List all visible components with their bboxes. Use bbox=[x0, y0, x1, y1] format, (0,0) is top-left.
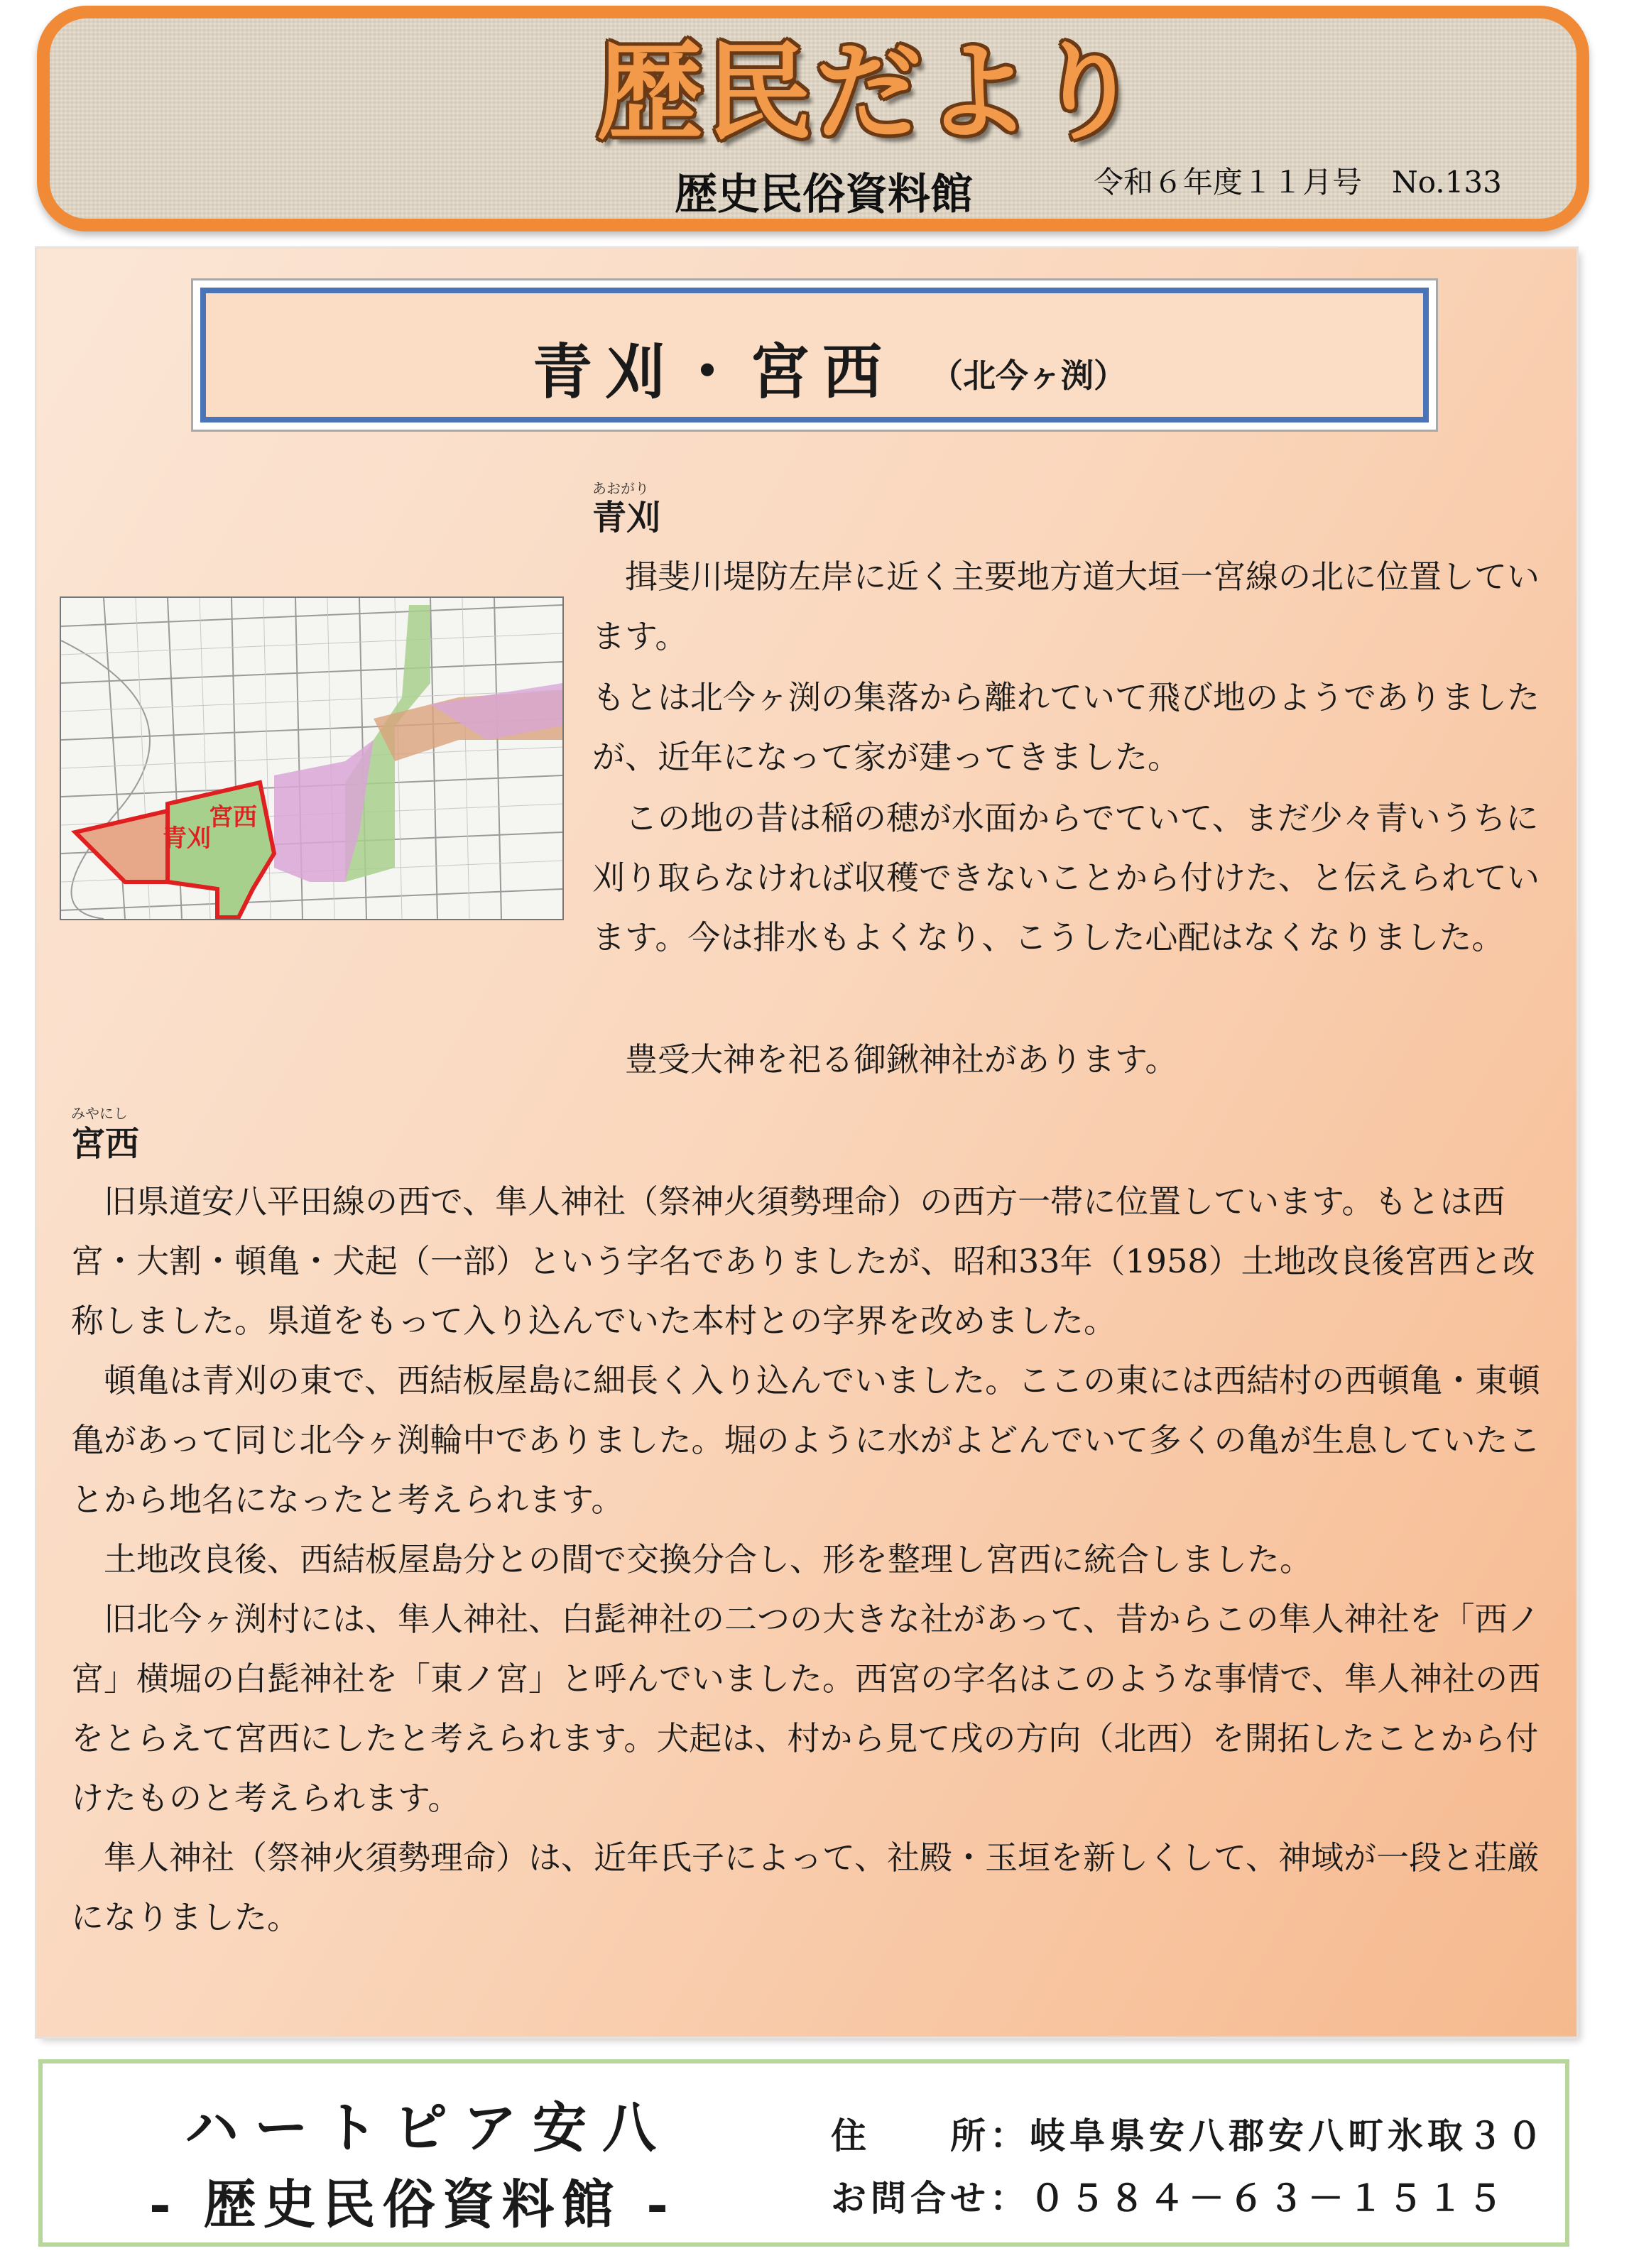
facility-phone: お問合せ：０５８４－６３－１５１５ bbox=[831, 2177, 1507, 2219]
section1-heading-ruby: あおがり bbox=[592, 480, 649, 497]
issue-number: 令和６年度１１月号 No.133 bbox=[1094, 165, 1502, 200]
section1-heading: 青刈 bbox=[592, 498, 661, 538]
article-title-box bbox=[200, 288, 1429, 422]
section1-paragraph-4: 豊受大神を祀る御鍬神社があります。 bbox=[625, 1040, 1178, 1079]
footer-contact-box bbox=[38, 2059, 1569, 2247]
section1-paragraph-1: 揖斐川堤防左岸に近く主要地方道大垣一宮線の北に位置しています。 bbox=[592, 557, 1540, 655]
article-panel bbox=[37, 249, 1576, 2037]
section1-paragraph-2: もとは北今ヶ渕の集落から離れていて飛び地のようでありましたが、近年になって家が建ってきました。 bbox=[592, 678, 1540, 776]
map-label-aogari: 青刈 bbox=[163, 824, 211, 853]
facility-name: ハートピア安八 bbox=[185, 2096, 672, 2159]
section2-heading: 宮西 bbox=[71, 1124, 140, 1164]
facility-address: 住 所：岐阜県安八郡安八町氷取３０ bbox=[831, 2115, 1547, 2157]
section1-paragraph-3: この地の昔は稲の穂が水面からでていて、まだ少々青いうちに刈り取らなければ収穫できないことから付けた、と伝えられています。今は排水もよくなり、こうした心配はなくなりました。 bbox=[592, 799, 1540, 956]
section2-paragraph-4: 旧北今ヶ渕村には、隼人神社、白髭神社の二つの大きな社があって、昔からこの隼人神社を「西ノ宮」横堀の白髭神社を「東ノ宮」と呼んでいました。西宮の字名はこのような事情で、隼人神社の西をとらえて宮西にしたと考えられます。犬起は、村から見て戌の方向（北西）を開拓したことから付けたものと考えられます。 bbox=[71, 1600, 1541, 1817]
section2-paragraph-5: 隼人神社（祭神火須勢理命）は、近年氏子によって、社殿・玉垣を新しくして、神域が一段と荘厳になりました。 bbox=[71, 1838, 1540, 1936]
section2-paragraph-1: 旧県道安八平田線の西で、隼人神社（祭神火須勢理命）の西方一帯に位置しています。もとは西宮・大割・頓亀・犬起（一部）という字名でありましたが、昭和33年（1958）土地改良後宮西と改称しました。県道をもって入り込んでいた本村との字界を改めました。 bbox=[71, 1182, 1535, 1340]
section2-paragraph-2: 頓亀は青刈の東で、西結板屋島に細長く入り込んでいました。ここの東には西結村の西頓亀・東頓亀があって同じ北今ヶ渕輪中でありました。堀のように水がよどんでいて多くの亀が生息していたことから地名になったと考えられます。 bbox=[71, 1361, 1541, 1519]
section2-heading-ruby: みやにし bbox=[71, 1105, 128, 1122]
newsletter-logo-title: 歴民だより bbox=[597, 31, 1144, 155]
section2-paragraph-3: 土地改良後、西結板屋島分との間で交換分合し、形を整理し宮西に統合しました。 bbox=[104, 1540, 1312, 1579]
area-map-image bbox=[60, 596, 564, 920]
header-banner bbox=[37, 6, 1589, 231]
map-label-miyanishi: 宮西 bbox=[209, 803, 257, 832]
map-drawing bbox=[61, 598, 562, 919]
article-title: 青刈・宮西 bbox=[533, 337, 895, 407]
museum-name: 歴史民俗資料館 bbox=[675, 170, 973, 219]
facility-subname: - 歴史民俗資料館 - bbox=[149, 2174, 675, 2235]
article-subtitle: （北今ヶ渕） bbox=[930, 356, 1126, 395]
